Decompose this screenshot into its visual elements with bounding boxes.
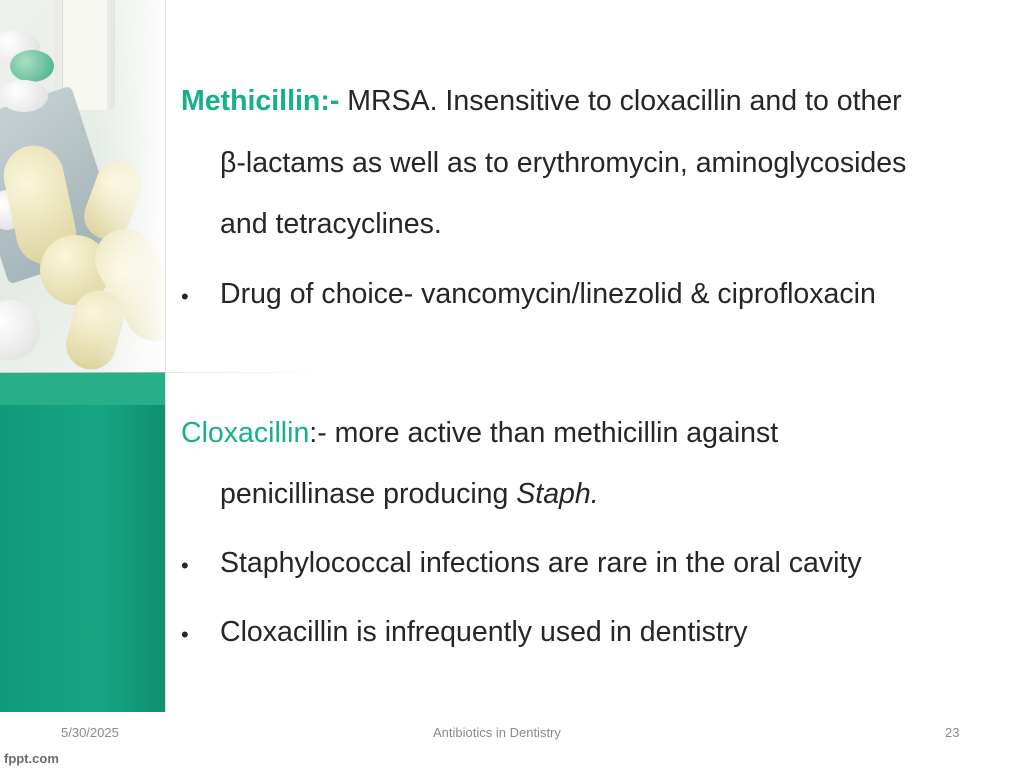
accent-panel [0,405,165,712]
accent-strip [0,372,165,405]
brand-logo: fppt.com [4,751,59,766]
pills-photo [0,0,165,372]
drug-of-choice-bullet: Drug of choice- vancomycin/linezolid & ciprofloxacin [220,278,876,310]
methicillin-line-1 [181,87,902,116]
cloxacillin-line-2 [220,480,599,509]
photo-fade [95,0,165,372]
vertical-divider [165,0,166,712]
pill-image [0,300,40,360]
cloxacillin-keyword: Cloxacillin [181,417,310,449]
methicillin-line-1-text: MRSA. Insensitive to cloxacillin and to other [339,85,902,117]
cloxacillin-line-1-text: :- more active than methicillin against [309,417,779,449]
staph-italic: Staph. [516,478,599,510]
cloxacillin-line-2-text: penicillinase producing [220,478,517,510]
footer-title: Antibiotics in Dentistry [433,725,561,740]
footer-date: 5/30/2025 [61,725,119,740]
pill-image [10,50,54,82]
staph-infections-bullet: Staphylococcal infections are rare in the oral cavity [220,547,862,579]
pill-image [0,80,48,112]
methicillin-keyword: Methicillin [181,85,321,117]
methicillin-line-3: and tetracyclines. [220,208,442,240]
bullet-icon: • [181,553,189,578]
methicillin-line-2: β-lactams as well as to erythromycin, aminoglycosides [220,147,907,179]
cloxacillin-dentistry-bullet: Cloxacillin is infrequently used in dentistry [220,616,748,648]
cloxacillin-line-1 [181,419,778,448]
bullet-icon: • [181,284,189,309]
methicillin-separator: :- [320,85,340,117]
horizontal-divider [0,372,330,373]
page-number: 23 [945,725,960,740]
bullet-icon: • [181,622,189,647]
